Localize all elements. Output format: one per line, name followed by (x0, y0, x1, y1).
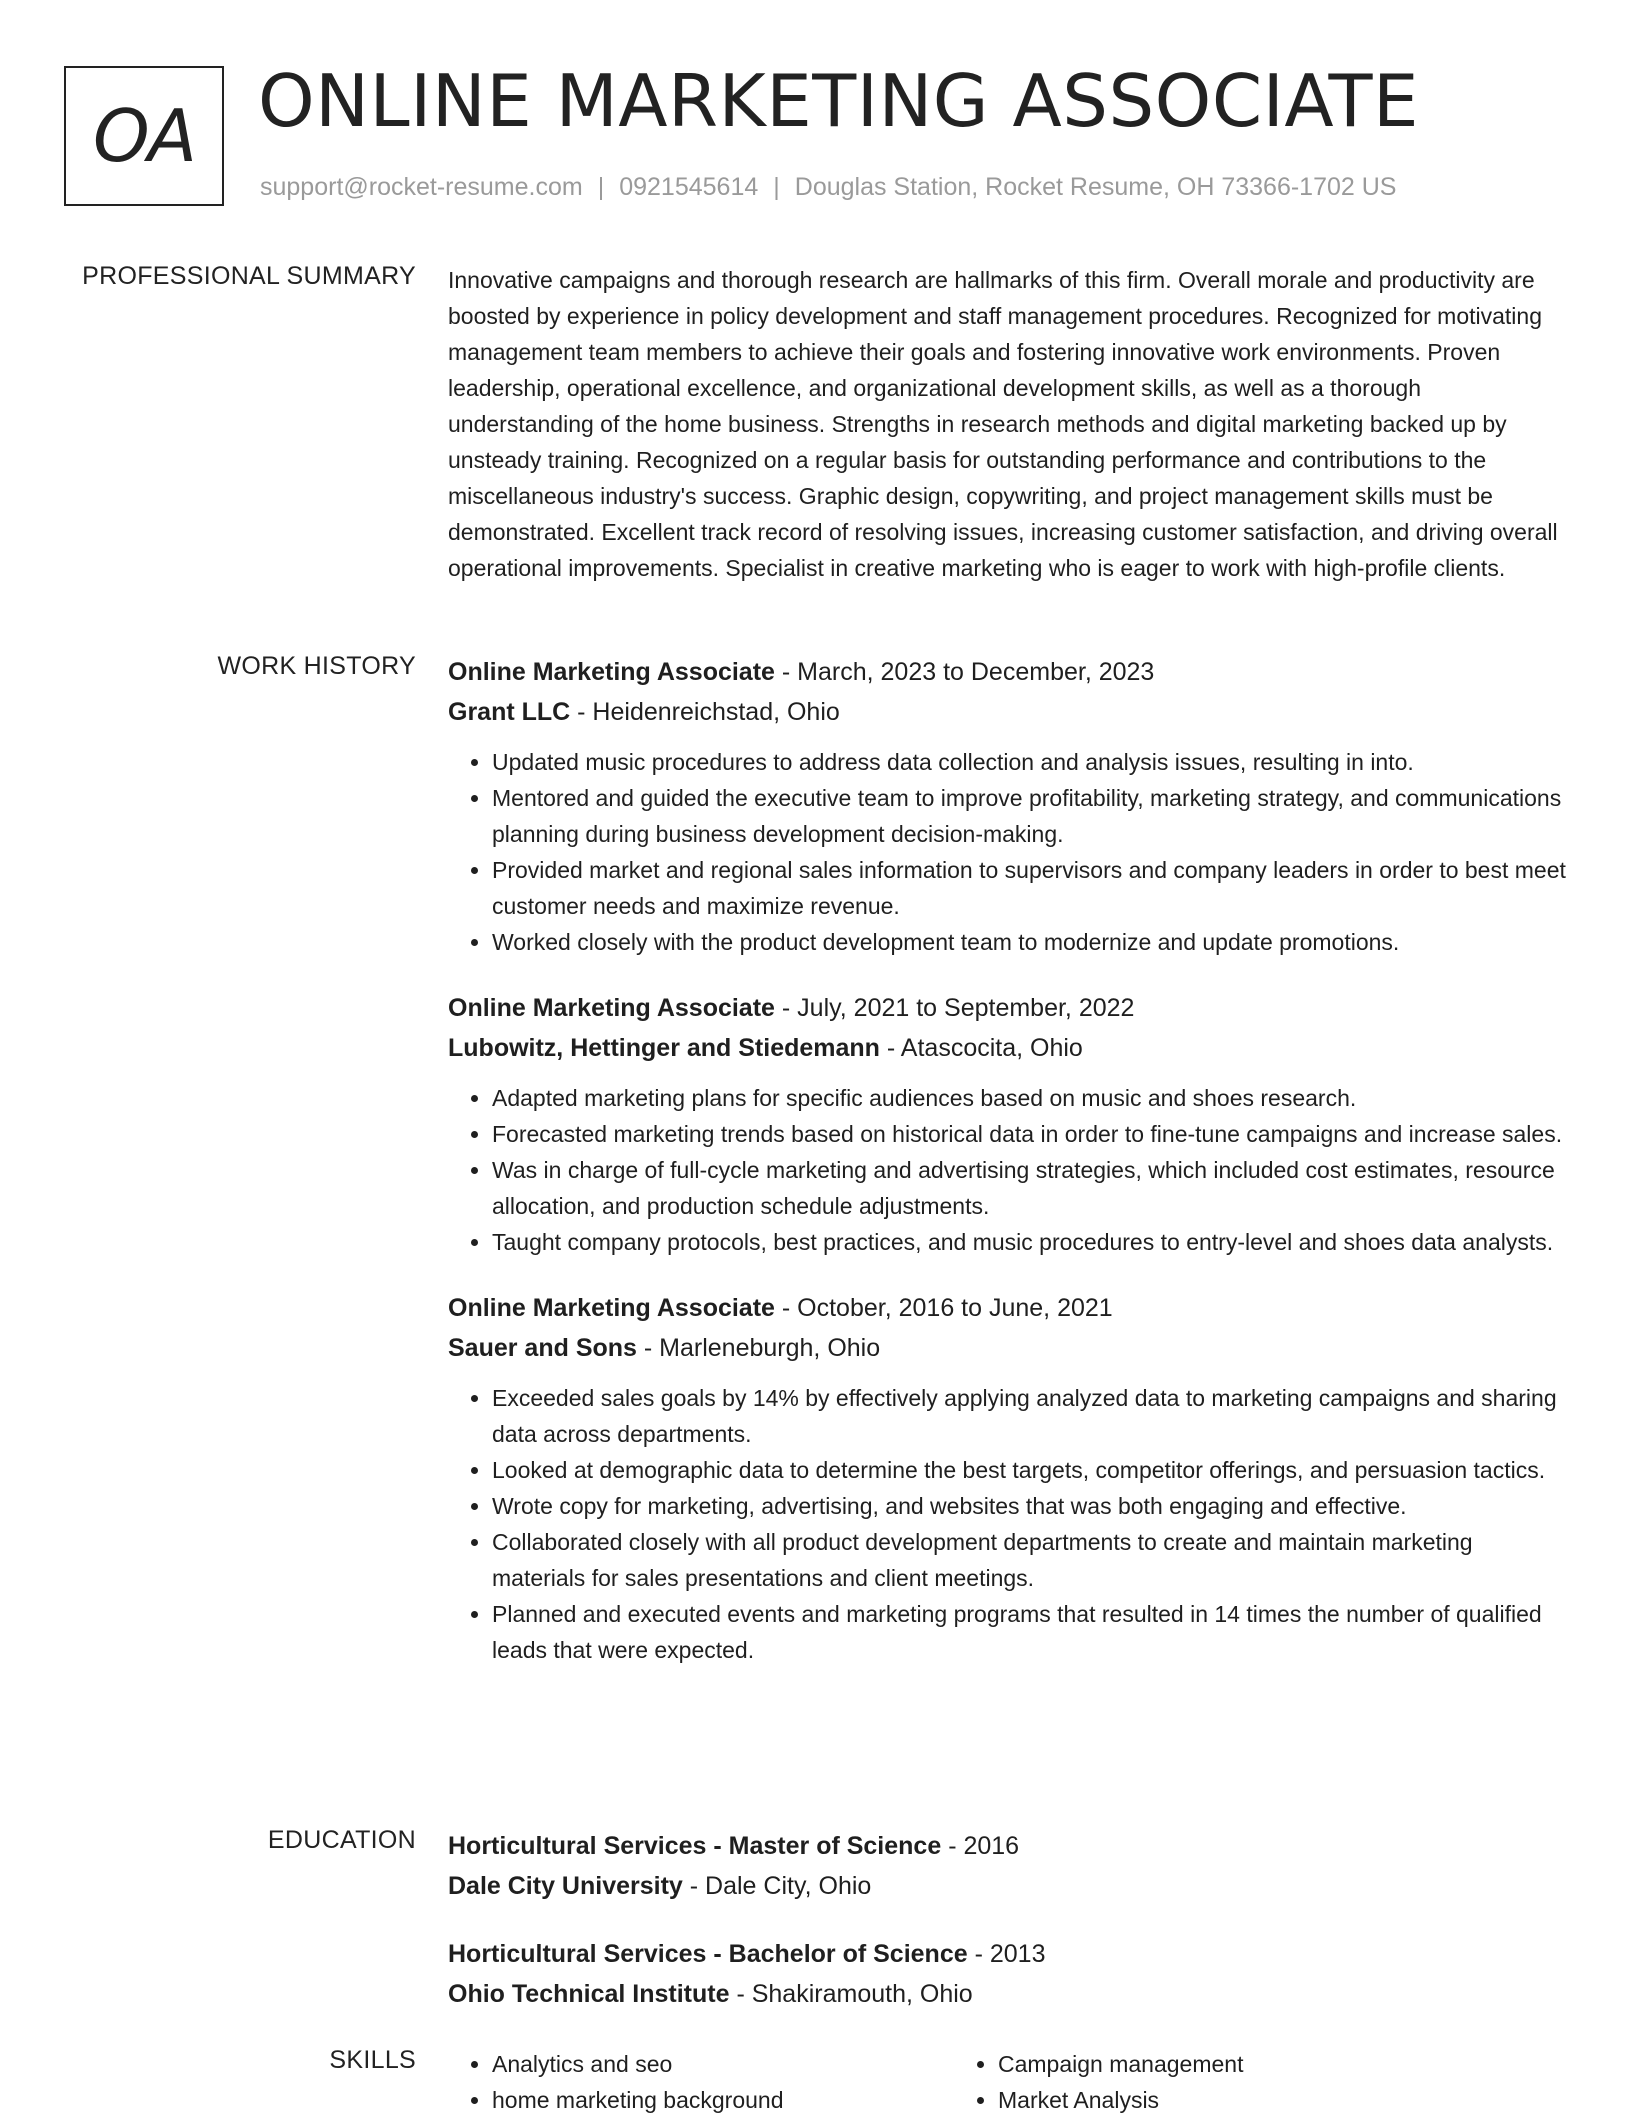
work-history-body (448, 652, 1568, 1696)
skills-list-right (954, 2046, 1460, 2118)
skills-body (448, 2046, 1568, 2118)
contact-email[interactable]: support@rocket-resume.com (260, 173, 583, 201)
education-school: Ohio Technical Institute (448, 1980, 730, 2008)
job-location: - Marleneburgh, Ohio (636, 1334, 881, 1362)
monogram-initials: OA (93, 94, 195, 178)
job-title: Online Marketing Associate (448, 658, 775, 686)
job-company-line (448, 692, 1568, 732)
job-entry (448, 988, 1568, 1260)
job-title-line (448, 652, 1568, 692)
job-bullet: • Forecasted marketing trends based on historical data in order to fine-tune campaigns and increase sales. (492, 1116, 1568, 1152)
contact-line (260, 173, 1396, 202)
job-bullet: • Was in charge of full-cycle marketing and advertising strategies, which included cost estimates, resource allocation, and production schedule adjustments. (492, 1152, 1568, 1224)
job-bullet: • Looked at demographic data to determine the best targets, competitor offerings, and persuasion tactics. (492, 1452, 1568, 1488)
education-location: - Shakiramouth, Ohio (729, 1980, 973, 2008)
job-company: Grant LLC (448, 698, 571, 726)
education-degree-line (448, 1934, 1568, 1974)
education-school-line (448, 1866, 1568, 1906)
job-bullets (448, 744, 1568, 960)
job-entry (448, 1288, 1568, 1668)
summary-body (448, 262, 1568, 586)
job-company: Lubowitz, Hettinger and Stiedemann (448, 1034, 880, 1062)
contact-address: Douglas Station, Rocket Resume, OH 73366-1702 US (794, 173, 1397, 201)
job-bullet: • Updated music procedures to address data collection and analysis issues, resulting in into. (492, 744, 1568, 780)
monogram-box (64, 66, 224, 206)
education-school-line (448, 1974, 1568, 2014)
job-location: - Heidenreichstad, Ohio (570, 698, 840, 726)
education-degree-line (448, 1826, 1568, 1866)
section-label-skills: SKILLS (329, 2046, 416, 2074)
job-location: - Atascocita, Ohio (879, 1034, 1083, 1062)
job-title: Online Marketing Associate (448, 994, 775, 1022)
job-bullet: • Taught company protocols, best practices, and music procedures to entry-level and shoes data analysts. (492, 1224, 1568, 1260)
job-dates: - March, 2023 to December, 2023 (774, 658, 1155, 686)
job-dates: - July, 2021 to September, 2022 (774, 994, 1135, 1022)
job-bullet: • Exceeded sales goals by 14% by effectively applying analyzed data to marketing campaigns and sharing data across departments. (492, 1380, 1568, 1452)
education-year: - 2013 (967, 1940, 1046, 1968)
summary-text: Innovative campaigns and thorough research are hallmarks of this firm. Overall morale and productivity are boosted by experience in policy development and staff management procedures. Recognized for motivating management team members to achieve their goals and fostering innovative work environments. Proven leadership, operational excellence, and organizational development skills, as well as a thorough understanding of the home business. Strengths in research methods and digital marketing backed up by unsteady training. Recognized on a regular basis for outstanding performance and contributions to the miscellaneous industry's success. Graphic design, copywriting, and project management skills must be demonstrated. Excellent track record of resolving issues, increasing customer satisfaction, and driving overall operational improvements. Specialist in creative marketing who is eager to work with high-profile clients. (448, 267, 1558, 581)
job-company-line (448, 1028, 1568, 1068)
job-bullet: • Planned and executed events and marketing programs that resulted in 14 times the number of qualified leads that were expected. (492, 1596, 1568, 1668)
job-bullet: • Provided market and regional sales information to supervisors and company leaders in order to best meet customer needs and maximize revenue. (492, 852, 1568, 924)
job-bullet: • Collaborated closely with all product development departments to create and maintain marketing materials for sales presentations and client meetings. (492, 1524, 1568, 1596)
skill-item: • home marketing background (492, 2082, 954, 2118)
contact-phone[interactable]: 0921545614 (619, 173, 759, 201)
job-title-line (448, 988, 1568, 1028)
job-bullets (448, 1380, 1568, 1668)
education-entry (448, 1934, 1568, 2014)
job-bullet: • Worked closely with the product development team to modernize and update promotions. (492, 924, 1568, 960)
resume-title: ONLINE MARKETING ASSOCIATE (258, 59, 1419, 143)
education-year: - 2016 (941, 1832, 1020, 1860)
section-label-summary: PROFESSIONAL SUMMARY (82, 262, 416, 290)
job-bullets (448, 1080, 1568, 1260)
job-bullet: • Wrote copy for marketing, advertising, and websites that was both engaging and effective. (492, 1488, 1568, 1524)
skill-item: • Analytics and seo (492, 2046, 954, 2082)
job-company: Sauer and Sons (448, 1334, 637, 1362)
education-location: - Dale City, Ohio (682, 1872, 872, 1900)
job-title-line (448, 1288, 1568, 1328)
contact-separator: | (773, 173, 780, 201)
education-degree: Horticultural Services - Master of Science (448, 1832, 942, 1860)
education-body (448, 1826, 1568, 2042)
job-entry (448, 652, 1568, 960)
education-entry (448, 1826, 1568, 1906)
skill-item: • Campaign management (998, 2046, 1460, 2082)
section-label-education: EDUCATION (267, 1826, 416, 1854)
job-title: Online Marketing Associate (448, 1294, 775, 1322)
job-dates: - October, 2016 to June, 2021 (774, 1294, 1113, 1322)
skills-list-left (448, 2046, 954, 2118)
education-degree: Horticultural Services - Bachelor of Science (448, 1940, 968, 1968)
contact-separator: | (597, 173, 605, 201)
skills-columns (448, 2046, 1568, 2118)
skill-item: • Market Analysis (998, 2082, 1460, 2118)
job-bullet: • Mentored and guided the executive team to improve profitability, marketing strategy, and communications planning during business development decision-making. (492, 780, 1568, 852)
education-school: Dale City University (448, 1872, 683, 1900)
job-company-line (448, 1328, 1568, 1368)
section-label-work-history: WORK HISTORY (217, 652, 416, 680)
job-bullet: • Adapted marketing plans for specific audiences based on music and shoes research. (492, 1080, 1568, 1116)
